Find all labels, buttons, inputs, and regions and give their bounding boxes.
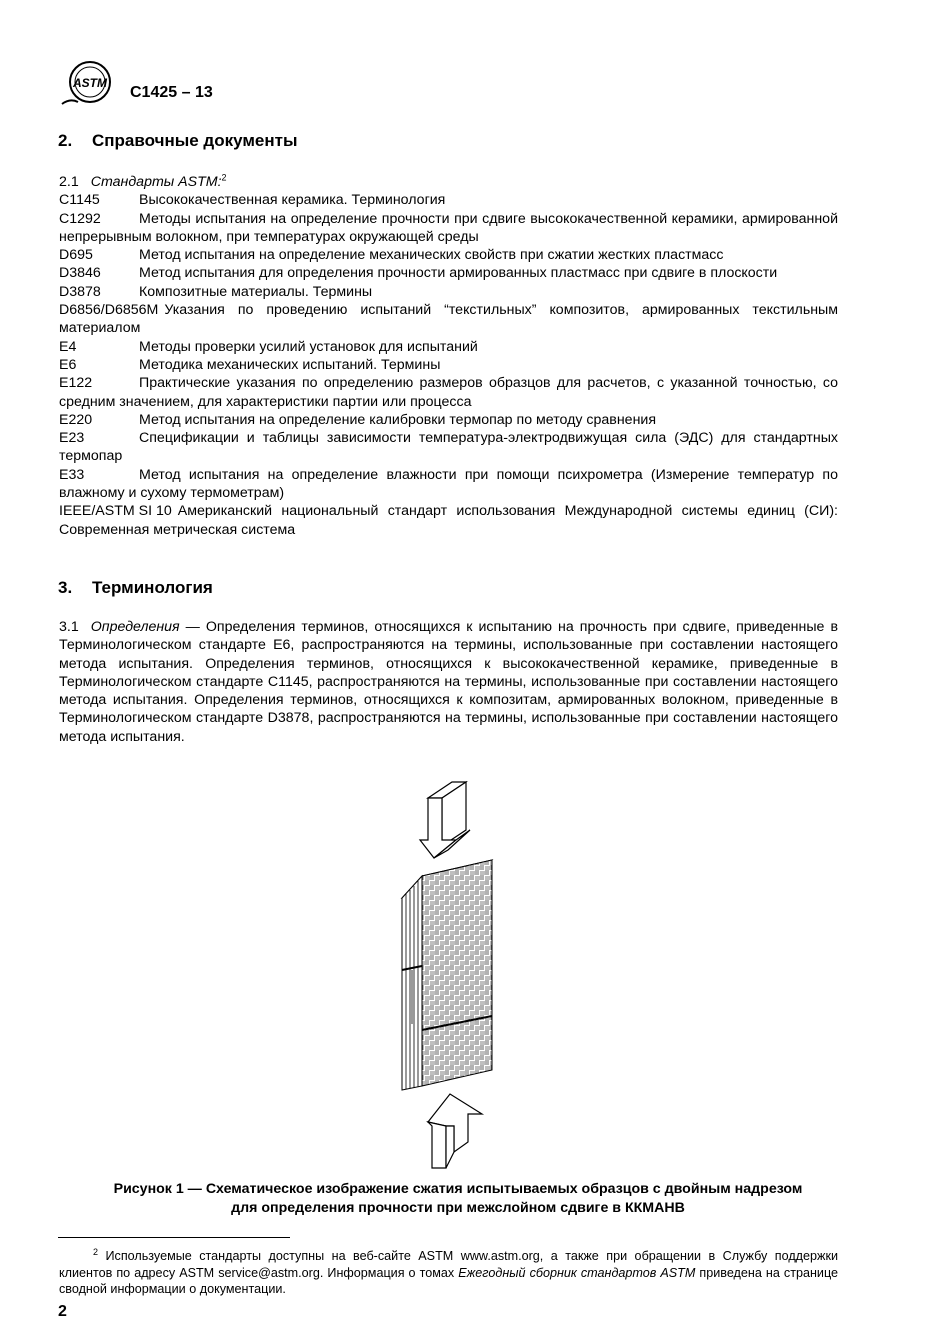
references-list [59, 173, 838, 539]
compression-arrow-bottom [428, 1094, 482, 1168]
footnote-mark: 2 [93, 1246, 99, 1257]
footnote [59, 1248, 838, 1298]
reference-item [59, 356, 838, 374]
reference-title: Метод испытания для определения прочности армированных пластмасс при сдвиге в плоскости [139, 265, 778, 282]
reference-title: Методы испытания на определение прочности при сдвиге высококачественной керамики, армированной непрерывным волокном, при температурах окружающей среды [59, 210, 838, 245]
reference-title: Метод испытания на определение калибровки термопар по методу сравнения [139, 411, 657, 428]
definitions-text: — Определения терминов, относящихся к испытанию на прочность при сдвиге, приведенные в Терминологическом стандарте E6, распространяются на термины, использованные при составлении настоящего метода испытания. Определения терминов, относящихся к высококачественной керамике, приведенные в Терминологическом стандарте C1145, распространяются на термины, использованные при составлении настоящего метода испытания. Определения терминов, относящихся к композитам, армированных волокном, приведенные в Терминологическом стандарте D3878, распространяются на термины, использованные при составлении настоящего метода испытания. [59, 619, 838, 745]
compression-arrow-top [420, 782, 470, 858]
references-subheading [59, 173, 838, 191]
reference-item [59, 191, 838, 209]
caption-line-1: Рисунок 1 — Схематическое изображение сжатия испытываемых образцов с двойным надрезом [113, 1181, 803, 1197]
reference-item [59, 429, 838, 466]
definitions-paragraph [59, 618, 838, 746]
reference-item [59, 411, 838, 429]
reference-code: E33 [59, 466, 85, 483]
footnote-separator [58, 1237, 290, 1238]
subsection-3-1-title: Определения [90, 619, 180, 635]
reference-code: E4 [59, 338, 77, 355]
reference-code: IEEE/ASTM SI 10 [59, 503, 172, 520]
reference-item [59, 301, 838, 338]
reference-code: C1145 [59, 192, 100, 209]
reference-item [59, 283, 838, 301]
reference-code: D3878 [59, 283, 101, 300]
standard-number: C1425 – 13 [130, 84, 213, 101]
section-3-heading [58, 578, 213, 598]
reference-item [59, 338, 838, 356]
reference-code: E122 [59, 375, 93, 392]
reference-code: E23 [59, 430, 85, 447]
reference-code: D695 [59, 247, 93, 264]
reference-item [59, 466, 838, 503]
reference-title: Композитные материалы. Термины [139, 283, 373, 300]
subsection-2-1-title: Стандарты ASTM: [90, 174, 222, 190]
section-2-heading [58, 131, 297, 151]
reference-code: E6 [59, 356, 77, 373]
astm-logo [58, 58, 124, 108]
reference-code: E220 [59, 411, 93, 428]
astm-logo-text: ASTM [73, 76, 107, 90]
reference-item [59, 502, 838, 539]
reference-title: Методы проверки усилий установок для испытаний [139, 338, 478, 355]
reference-title: Метод испытания на определение влажности при помощи психрометра (Измерение температур по влажному и сухому термометрам) [59, 466, 838, 502]
footnote-text-italic: Ежегодный сборник стандартов ASTM [458, 1265, 696, 1280]
reference-code: D3846 [59, 265, 101, 282]
reference-item [59, 246, 838, 264]
subsection-3-1-number: 3.1 [59, 619, 79, 635]
footnote-text-before: Используемые стандарты доступны на веб-сайте ASTM www.astm.org, а также при обращении в Службу поддержки клиентов по адресу ASTM service@astm.org. Информация о томах [59, 1249, 838, 1280]
section-3-number: 3. [58, 578, 73, 597]
caption-line-2: для определения прочности при межслойном сдвиге в ККМАНВ [231, 1200, 685, 1216]
reference-title: Высококачественная керамика. Терминология [139, 192, 446, 209]
footnote-text-after: приведена на странице сводной информации о документации. [59, 1265, 839, 1296]
reference-code: D6856/D6856M [59, 302, 159, 319]
reference-title: Указания по проведению испытаний “текстильных” композитов, армированных текстильным материалом [59, 302, 838, 337]
figure-1-diagram [390, 780, 510, 1175]
test-specimen [402, 860, 492, 1090]
reference-title: Практические указания по определению размеров образцов для расчетов, с указанной точностью, со средним значением, для характеристики партии или процесса [59, 375, 838, 410]
reference-title: Спецификации и таблицы зависимости температура-электродвижущая сила (ЭДС) для стандартных термопар [59, 430, 838, 465]
figure-1-caption [40, 1180, 876, 1218]
reference-code: C1292 [59, 210, 101, 227]
section-2-number: 2. [58, 131, 73, 150]
subsection-2-1-number: 2.1 [59, 174, 79, 190]
reference-title: Метод испытания на определение механических свойств при сжатии жестких пластмасс [139, 247, 724, 264]
page-number: 2 [58, 1303, 67, 1320]
reference-title: Методика механических испытаний. Термины [139, 356, 441, 373]
reference-item [59, 264, 838, 282]
section-2-title: Справочные документы [92, 131, 298, 150]
reference-item [59, 210, 838, 247]
reference-title: Американский национальный стандарт использования Международной системы единиц (СИ): Современная метрическая система [59, 503, 838, 538]
reference-item [59, 374, 838, 411]
section-3-title: Терминология [92, 578, 213, 597]
footnote-mark-ref: 2 [221, 172, 227, 183]
